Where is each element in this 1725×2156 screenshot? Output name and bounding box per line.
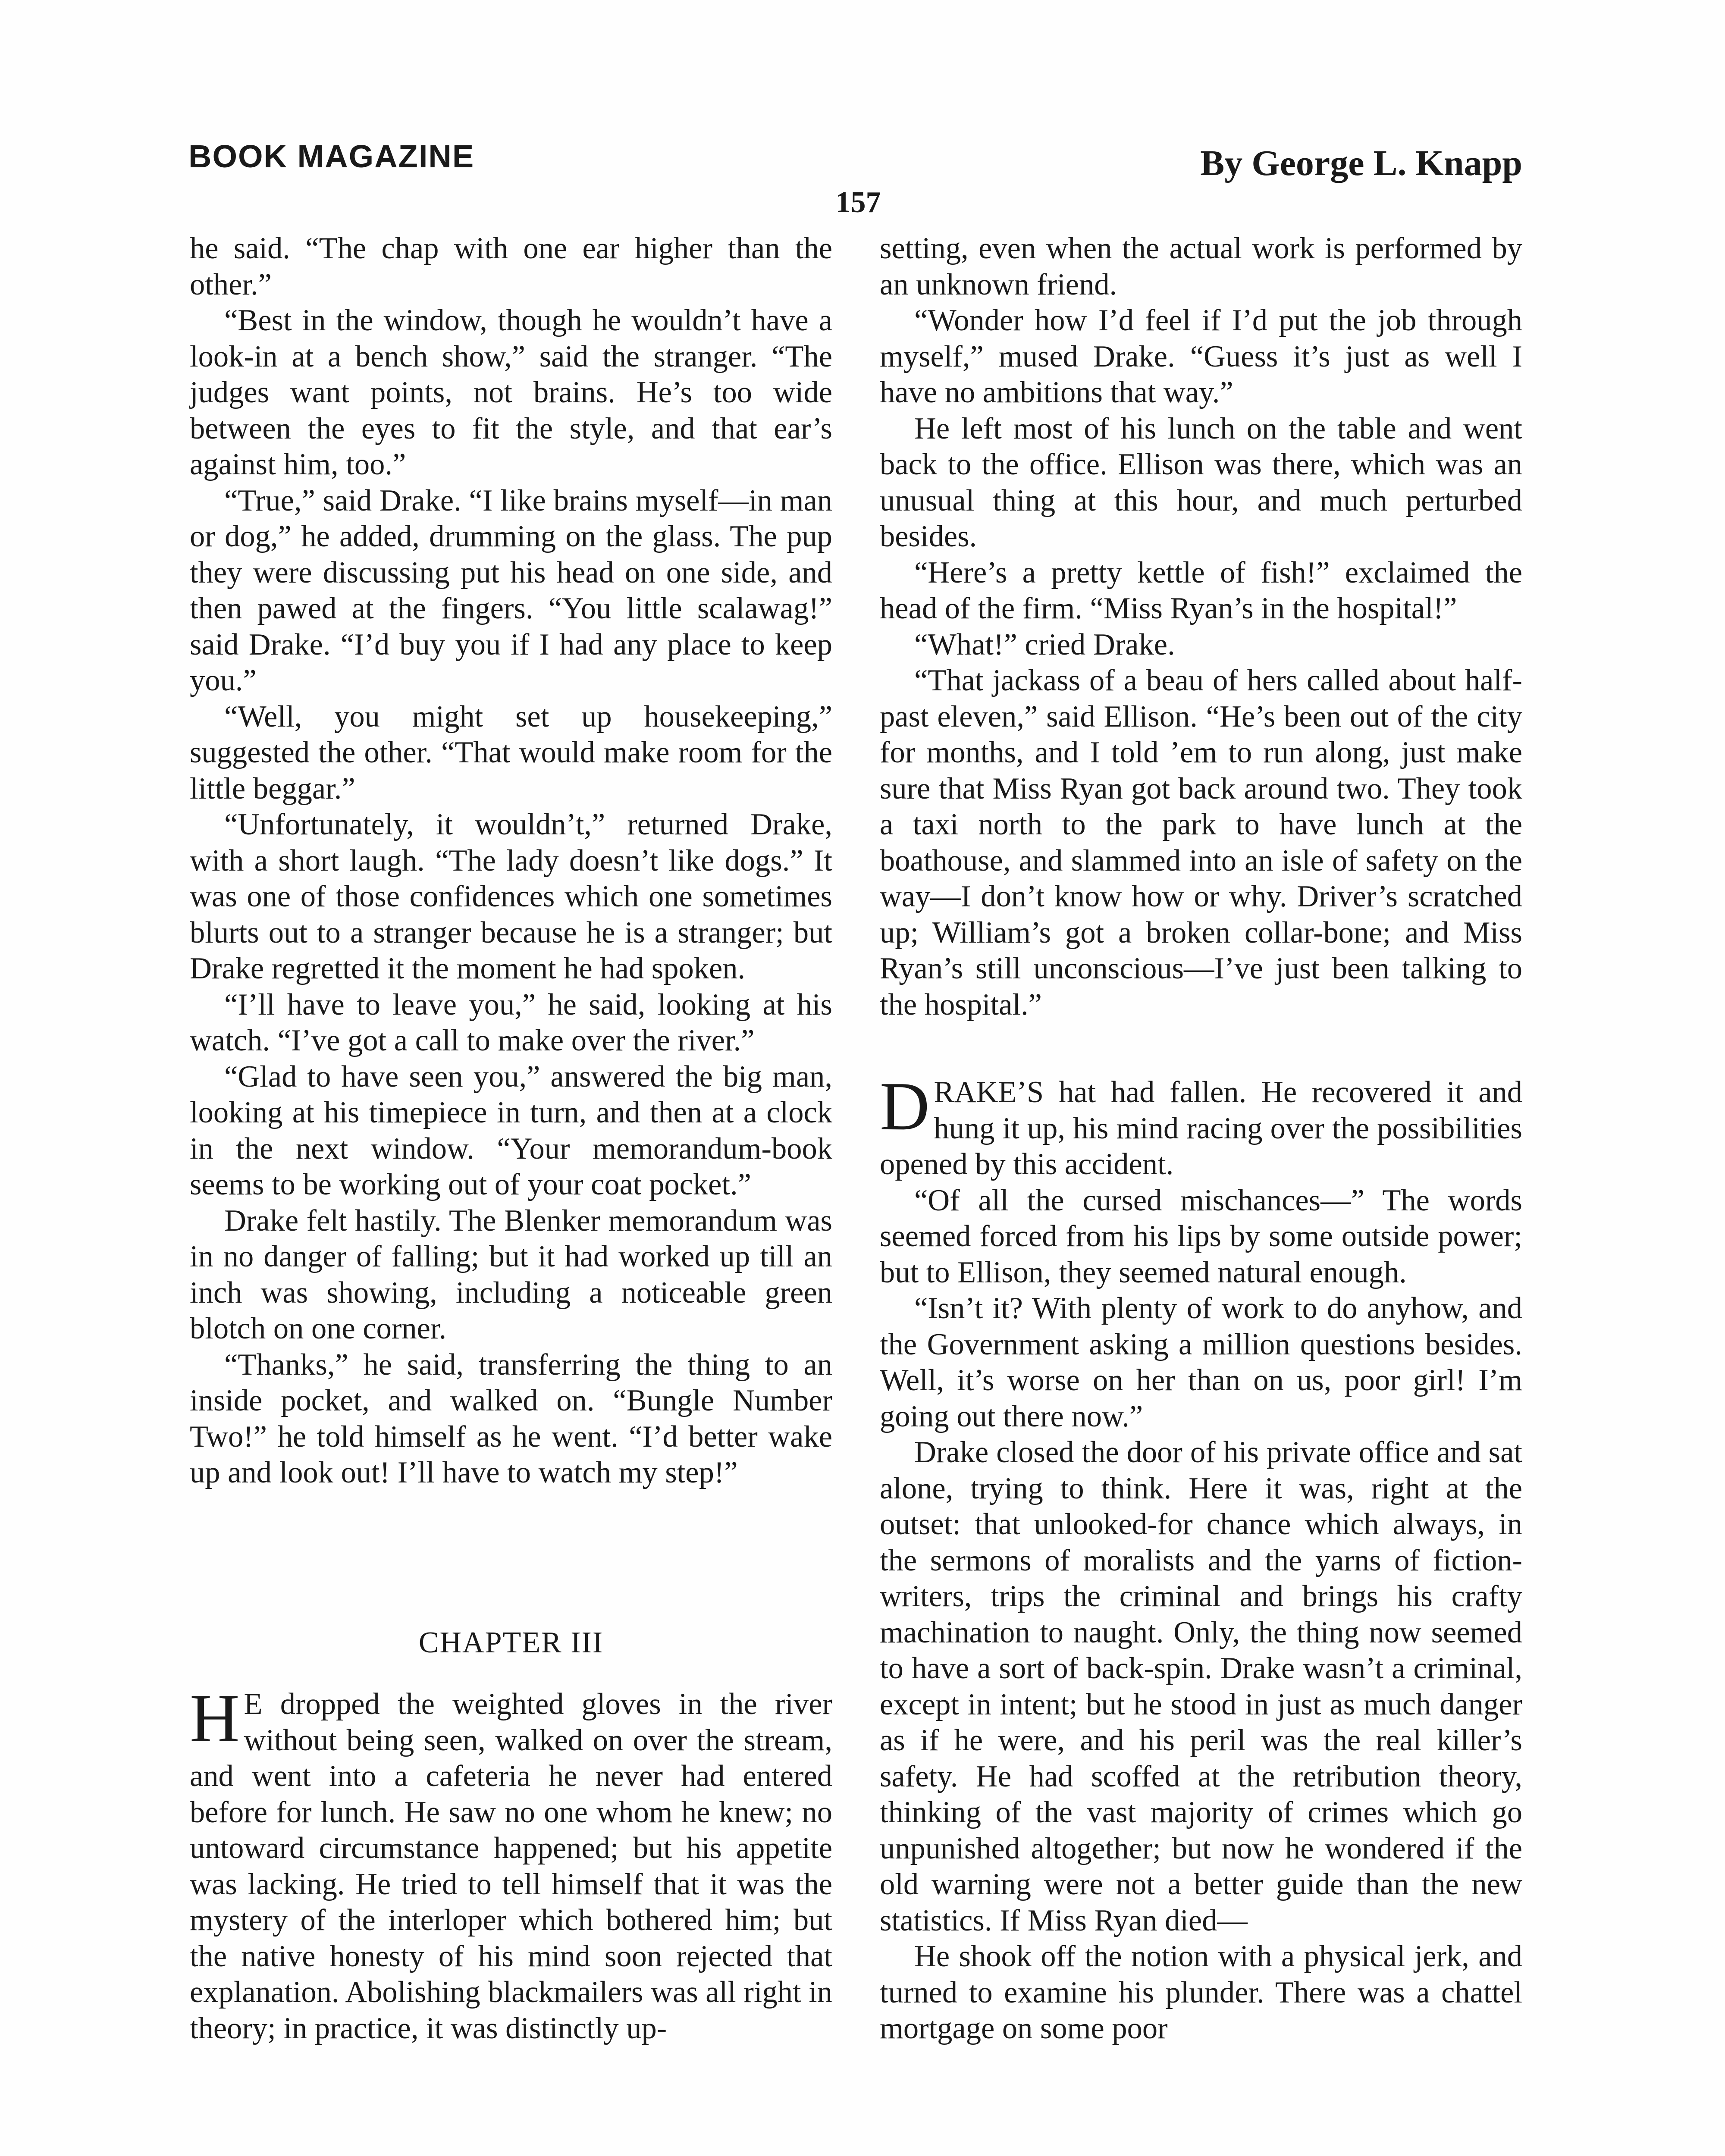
author-byline: By George L. Knapp <box>1200 143 1522 183</box>
chapter-opening-text: E dropped the weighted gloves in the river without being seen, walked on over the stream, and went into a cafeteria he never had entered before for lunch. He saw no one whom he knew; no untoward circumstance happened; but his appetite was lacking. He tried to tell himself that it was the mystery of the interloper which bothered him; but the native honesty of his mind soon rejected that explanation. Abolishing blackmailers was all right in theory; in practice, it was distinctly up- <box>190 1687 833 2045</box>
paragraph: “Isn’t it? With plenty of work to do anyhow, and the Government asking a million questions besides. Well, it’s worse on her than on us, poor girl! I’m going out there now.” <box>880 1291 1522 1433</box>
paragraph: “Thanks,” he said, transferring the thing to an inside pocket, and walked on. “Bungle Number Two!” he told himself as he went. “I’d better wake up and look out! I’ll have to watch my step!” <box>190 1348 832 1489</box>
paragraph: “What!” cried Drake. <box>914 627 1175 661</box>
paragraph: “True,” said Drake. “I like brains myself—in man or dog,” he added, drumming on the glass. The pup they were discussing put his head on one side, and then pawed at the fingers. “You little scalawag!” said Drake. “I’d buy you if I had any place to keep you.” <box>190 483 832 697</box>
paragraph: “Glad to have seen you,” answered the big man, looking at his timepiece in turn, and then at a clock in the next window. “Your memorandum-book seems to be working out of your coat pocket.” <box>190 1059 832 1201</box>
drop-cap: H <box>190 1680 240 1756</box>
section-opening-paragraph <box>880 1068 1522 1183</box>
paragraph: He shook off the notion with a physical jerk, and turned to examine his plunder. There was a chattel mortgage on some poor <box>880 1940 1522 2045</box>
drop-cap: D <box>880 1068 930 1144</box>
magazine-title: BOOK MAGAZINE <box>188 138 475 174</box>
paragraph: he said. “The chap with one ear higher than the other.” <box>190 232 832 301</box>
paragraph: “Of all the cursed mischances—” The words seemed forced from his lips by some outside power; but to Ellison, they seemed natural enough. <box>880 1183 1522 1289</box>
paragraph: “Here’s a pretty kettle of fish!” exclaimed the head of the firm. “Miss Ryan’s in the hospital!” <box>880 555 1522 625</box>
paragraph: “That jackass of a beau of hers called about half-past eleven,” said Ellison. “He’s been out of the city for months, and I told ’em to run along, just make sure that Miss Ryan got back around two. They took a taxi north to the park to have lunch at the boathouse, and slammed into an isle of safety on the way—I don’t know how or why. Driver’s scratched up; William’s got a broken collar-bone; and Miss Ryan’s still unconscious—I’ve just been talking to the hospital.” <box>880 664 1522 1022</box>
left-column <box>190 231 832 2046</box>
chapter-spacer <box>190 1491 832 1625</box>
paragraph: Drake felt hastily. The Blenker memorandum was in no danger of falling; but it had worked up till an inch was showing, including a noticeable green blotch on one corner. <box>190 1203 832 1345</box>
right-column <box>880 231 1522 2047</box>
section-opening-text: RAKE’S hat had fallen. He recovered it and hung it up, his mind racing over the possibilities opened by this accident. <box>880 1075 1522 1181</box>
paragraph: “Unfortunately, it wouldn’t,” returned Drake, with a short laugh. “The lady doesn’t like dogs.” It was one of those confidences which one sometimes blurts out to a stranger because he is a stranger; but Drake regretted it the moment he had spoken. <box>190 808 832 985</box>
page-number: 157 <box>835 186 881 219</box>
paragraph: “Wonder how I’d feel if I’d put the job through myself,” mused Drake. “Guess it’s just as well I have no ambitions that way.” <box>880 304 1522 409</box>
paragraph: “I’ll have to leave you,” he said, looking at his watch. “I’ve got a call to make over the river.” <box>190 987 832 1057</box>
section-spacer <box>880 1023 1522 1075</box>
paragraph: “Best in the window, though he wouldn’t have a look-in at a bench show,” said the stranger. “The judges want points, not brains. He’s too wide between the eyes to fit the style, and that ear’s against him, too.” <box>190 304 832 481</box>
paragraph: setting, even when the actual work is performed by an unknown friend. <box>880 232 1522 301</box>
paragraph: Drake closed the door of his private office and sat alone, trying to think. Here it was, right at the outset: that unlooked-for chance which always, in the sermons of moralists and the yarns of fiction-writers, trips the criminal and brings his crafty machination to naught. Only, the thing now seemed to have a sort of back-spin. Drake wasn’t a criminal, except in intent; but he stood in just as much danger as if he were, and his peril was the real killer’s safety. He had scoffed at the retribution theory, thinking of the vast majority of crimes which go unpunished altogether; but now he wondered if the old warning were not a better guide than the new statistics. If Miss Ryan died— <box>880 1435 1522 1937</box>
paragraph: “Well, you might set up housekeeping,” suggested the other. “That would make room for the little beggar.” <box>190 699 832 805</box>
chapter-heading: CHAPTER III <box>418 1626 604 1659</box>
chapter-opening-paragraph <box>190 1680 833 2046</box>
paragraph: He left most of his lunch on the table and went back to the office. Ellison was there, which was an unusual thing at this hour, and much perturbed besides. <box>880 411 1522 553</box>
